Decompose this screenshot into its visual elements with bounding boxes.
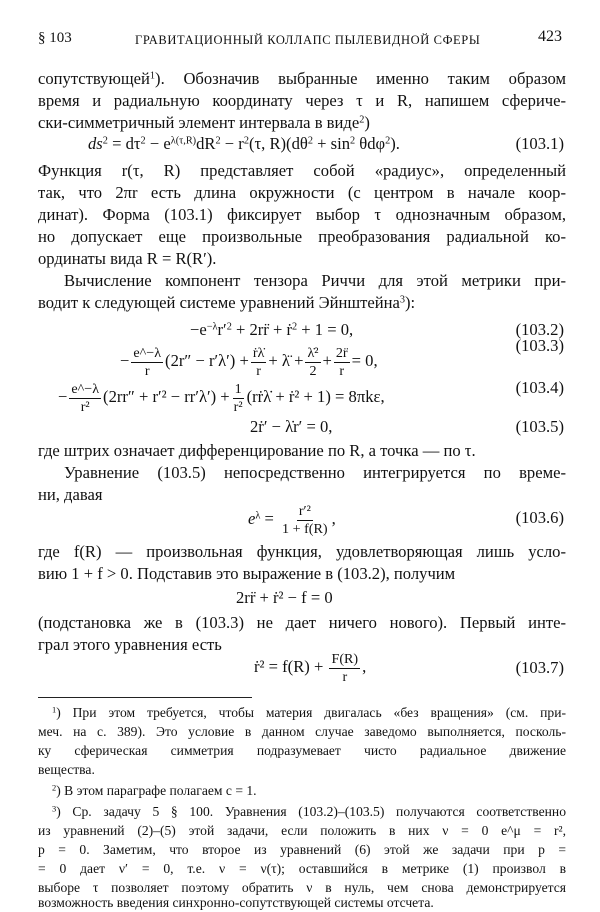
footnote-3-line1: $^3$) Ср. задачу 5 § 100. Уравнения (103.2)–(103.5) получаются соответственно [52,803,566,819]
para2-line2: так, что 2πr есть длина окружности (с центром в начале коор- [38,183,566,202]
equation-103-5: 2ṙ′ − λ̇r′ = 0, [250,417,333,436]
para2-line5: ординаты вида R = R(R′). [38,249,217,268]
equation-103-6: $e^\lambda$ = $\frac{\text{r′²}}{1 + f(R)}$ , [248,503,336,537]
section-number: § 103 [38,30,72,46]
footnote-3-line2: из уравнений (2)–(5) этой задачи, если положить в них ν = 0 e^μ = r², [38,823,566,838]
para5-line1: где f(R) — произвольная функция, удовлетворяющая лишь усло- [38,542,566,561]
running-title: ГРАВИТАЦИОННЫЙ КОЛЛАПС ПЫЛЕВИДНОЙ СФЕРЫ [135,33,481,47]
equation-103-1: $ds^2 = d\tau^2 - e^{\lambda(\tau,R)}dR^2 - r^2(\tau$, $R)(d\theta^2 + \sin^2 \theta d\varphi^2)$. [88,134,400,153]
para1-line1: сопутствующей$^1$). Обозначив выбранные именно таким образом [38,69,566,88]
para4-line3: ни, давая [38,485,103,504]
footnote-1-line1: $^1$) При этом требуется, чтобы материя двигалась «без вращения» (см. при- [52,704,566,720]
footnote-divider [38,697,252,698]
para1-line2: время и радиальную координату через τ и R, напишем сфериче- [38,91,566,110]
para6-line1: (подстановка же в (103.3) не дает ничего нового). Первый инте- [38,613,566,632]
para1-line3: ски-симметричный элемент интервала в виде$^2$) [38,113,370,132]
footnote-ref-2: 2 [359,114,365,126]
equation-number-103-6: (103.6) [515,508,564,527]
para3-line1: Вычисление компонент тензора Риччи для этой метрики при- [64,271,566,290]
para2-line3: динат). Форма (103.1) фиксирует выбор τ однозначным образом, [38,205,566,224]
footnote-3-line6: возможность введения синхронно-сопутствующей системы отсчета. [38,895,434,910]
para2-line1: Функция r(τ, R) представляет собой «радиус», определенный [38,161,566,180]
equation-103-7: ṙ² = f(R) + $\frac{F(R)}{r}$ , [254,651,367,685]
page-number: 423 [538,28,562,45]
para3-line2: водит к следующей системе уравнений Эйнштейна$^3$): [38,293,416,312]
para6-line2: грал этого уравнения есть [38,635,222,654]
para4-line1: где штрих означает дифференцирование по R, а точка — по τ. [38,441,476,460]
equation-number-103-2: (103.2) [515,320,564,339]
footnote-3-line4: = 0 дает ν′ = 0, т.е. ν = ν(τ); оставшийся в метрике (1) произвол в [38,861,566,876]
equation-number-103-3: (103.3) [515,336,564,355]
para5-line2: вию 1 + f > 0. Подставив это выражение в (103.2), получим [38,564,456,583]
footnote-ref-1: 1 [149,70,156,82]
equation-unnumbered: 2rr̈ + ṙ² − f = 0 [236,588,333,607]
para4-line2: Уравнение (103.5) непосредственно интегрируется по време- [64,463,566,482]
footnote-2-line1: $^2$) В этом параграфе полагаем c = 1. [52,782,257,798]
equation-103-2: $-e^{-\lambda}r'^2$ + 2rr̈ + ṙ$^2$ + 1 = 0, [190,320,354,339]
equation-number-103-7: (103.7) [515,658,564,677]
equation-number-103-5: (103.5) [515,417,564,436]
footnote-3-line5: выборе τ позволяет поэтому обратить ν в нуль, чем снова демонстрируется [38,880,566,895]
footnote-1-line4: вещества. [38,762,95,777]
equation-103-4: − $\frac{e\^{}-\lambda}{\text{r²}}$ (2rr″ + r′² − rr′λ′) + $\frac{1}{\text{r²}}$ (rṙλ̇ + ṙ² + 1) = 8πkε, [58,381,385,415]
footnote-1-line2: меч. на с. 389). Это условие в данном случае заведомо выполняется, посколь- [38,724,566,739]
equation-103-3: − $\frac{e\^{}-\lambda}{r}$ (2r″ − r′λ′) + $\frac{\text{ṙλ̇}}{r}$ + λ̈ + $\frac{\text{λ̇²}}{2}$ + $\frac{2r̈}{r}$ = 0, [120,345,378,379]
footnote-3-line3: p = 0. Заметим, что второе из уравнений (6) этой же задачи при p = [38,842,566,857]
para2-line4: но допускает еще произвольные преобразования радиальной ко- [38,227,566,246]
equation-number-103-4: (103.4) [515,378,564,397]
footnote-1-line3: ку сферическая симметрия подразумевает чисто радиальное движение [38,743,566,758]
equation-number-103-1: (103.1) [515,134,564,153]
footnote-ref-3: 3 [399,294,406,306]
